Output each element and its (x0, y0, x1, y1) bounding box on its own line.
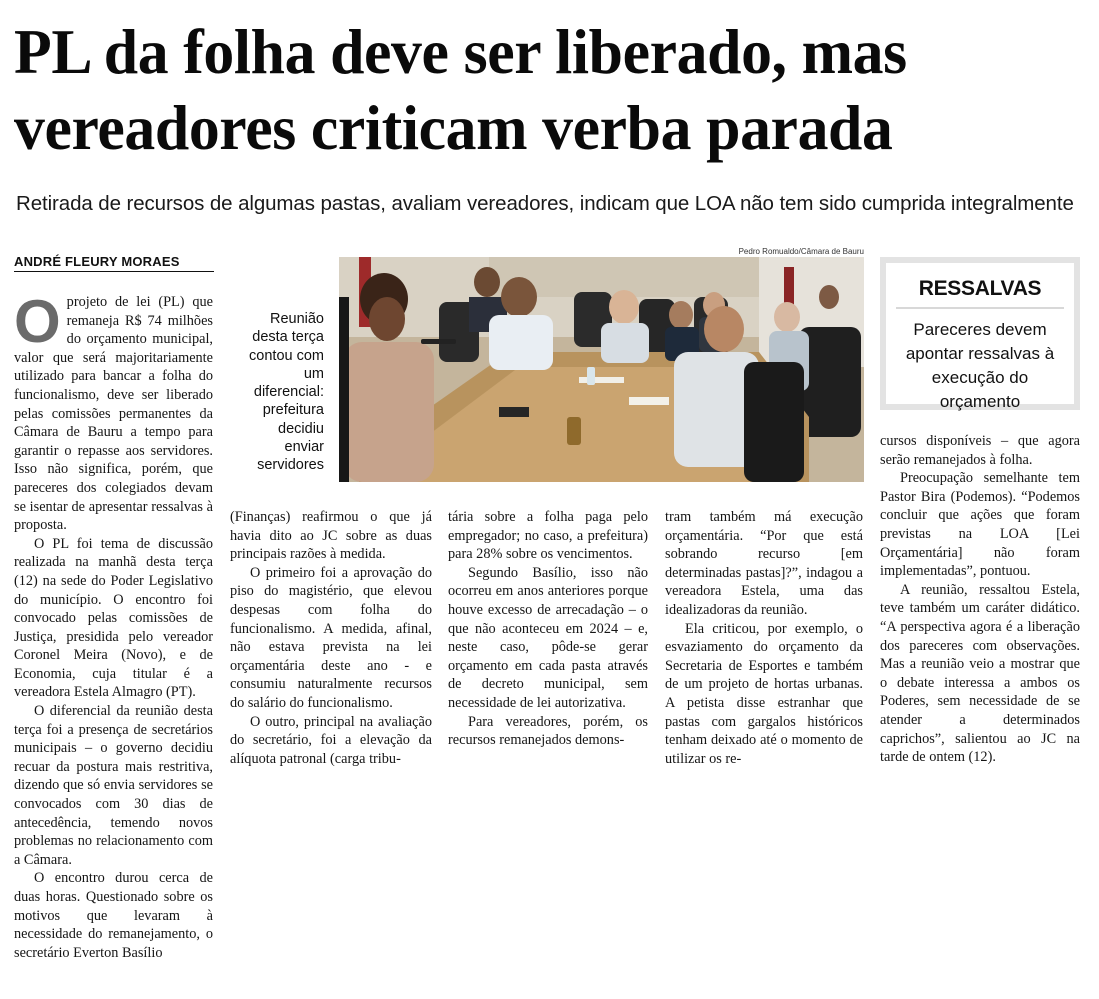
article-paragraph: Oprojeto de lei (PL) que remaneja R$ 74 milhões do orçamento municipal, valor que será majoritariamente utilizado para bancar a folha do funcionalismo, deve ser liberado pelas comissões permanentes da Câmara de Bauru a tempo para garantir o repasse aos servidores. Isso não significa, porém, que pareceres dos colegiados devam se isentar de apresentar ressalvas à proposta. (14, 288, 213, 534)
article-paragraph: tram também má execução orçamentária. “Por que está sobrando recurso [em determinadas pastas]?”, indagou a vereadora Estela, uma das idealizadoras da reunião. (665, 509, 863, 618)
article-paragraph: O outro, principal na avaliação do secretário, foi a elevação da alíquota patronal (carga tribu- (230, 713, 432, 767)
article-paragraph: Ela criticou, por exemplo, o esvaziamento do orçamento da Secretaria de Esportes e também de um projeto de hortas urbanas. A petista disse estranhar que pastas com gargalos históricos tenham deixado até o momento de utilizar os re- (665, 620, 863, 767)
sidebar-box (880, 257, 1080, 410)
subheadline: Retirada de recursos de algumas pastas, avaliam vereadores, indicam que LOA não tem sido cumprida integralmente (16, 192, 1074, 215)
sidebar-title: RESSALVAS (918, 277, 1042, 300)
article-column-2 (230, 508, 432, 768)
meeting-photo (339, 257, 864, 482)
article-paragraph: Para vereadores, porém, os recursos remanejados demons- (448, 713, 648, 749)
byline: ANDRÉ FLEURY MORAES (14, 254, 214, 272)
article-paragraph: (Finanças) reafirmou o que já havia dito ao JC sobre as duas principais razões à medida. (230, 509, 432, 563)
meeting-photo-illustration (339, 257, 864, 482)
article-paragraph: O primeiro foi a aprovação do piso do magistério, que elevou despesas com folha do funcionalismo. A medida, afinal, não estava prevista na lei orçamentária deste ano - e consumiu naturalmente recursos do salário do funcionalismo. (230, 564, 432, 711)
headline (14, 14, 1068, 166)
article-paragraph: O PL foi tema de discussão realizada na manhã desta terça (12) na sede do Poder Legislativo do município. O encontro foi convocado pelas comissões de Justiça, presidida pelo vereador Coronel Meira (Novo), e de Economia, cuja titular é a vereadora Estela Almagro (PT). (14, 535, 213, 701)
article-paragraph: O encontro durou cerca de duas horas. Questionado sobre os motivos que levaram à necessidade do remanejamento, o secretário Everton Basílio (14, 870, 213, 961)
article-column-4 (665, 508, 863, 768)
article-paragraph: cursos disponíveis – que agora serão remanejados à folha. (880, 433, 1080, 468)
article-paragraph: Preocupação semelhante tem Pastor Bira (Podemos). “Podemos concluir que ações que foram previstas na LOA [Lei Orçamentária] não foram implementadas”, pontuou. (880, 470, 1080, 580)
sidebar-text: Pareceres devem apontar ressalvas à execução do orçamento (905, 320, 1055, 411)
article-paragraph: Segundo Basílio, isso não ocorreu em anos anteriores porque houve excesso de arrecadação – o que não aconteceu em 2024 – e, neste caso, pôde-se gerar orçamento em cada pasta através de decreto municipal, sem necessidade de lei autorizativa. (448, 564, 648, 711)
article-paragraph: A reunião, ressaltou Estela, teve também um caráter didático. “A perspectiva agora é a liberação dos pareceres com observações. Mas a reunião veio a mostrar que o debate interessa a ambos os Poderes, sem necessidade de se atender a determinados caprichos”, salientou ao JC na tarde de ontem (12). (880, 581, 1080, 766)
sidebar-divider (896, 307, 1064, 309)
photo-credit: Pedro Romualdo/Câmara de Bauru (738, 247, 864, 256)
drop-cap: O (14, 288, 61, 355)
article-column-5 (880, 432, 1080, 767)
headline-line-2: vereadores criticam verba parada (14, 93, 893, 163)
article-paragraph: O diferencial da reunião desta terça foi a presença de secretários municipais – o governo decidiu recuar da postura mais restritiva, dizendo que só envia servidores se convocados com 30 dias de antecedência, temendo novos problemas no relacionamento com a Câmara. (14, 703, 213, 868)
article-column-3 (448, 508, 648, 750)
article-paragraph: tária sobre a folha paga pelo empregador; no caso, a prefeitura) para 28% sobre os vencimentos. (448, 509, 648, 563)
photo-caption: Reunião desta terça contou com um diferencial: prefeitura decidiu enviar servidores (249, 311, 324, 474)
headline-line-1: PL da folha deve ser liberado, mas (14, 17, 907, 87)
article-column-1 (14, 288, 213, 962)
